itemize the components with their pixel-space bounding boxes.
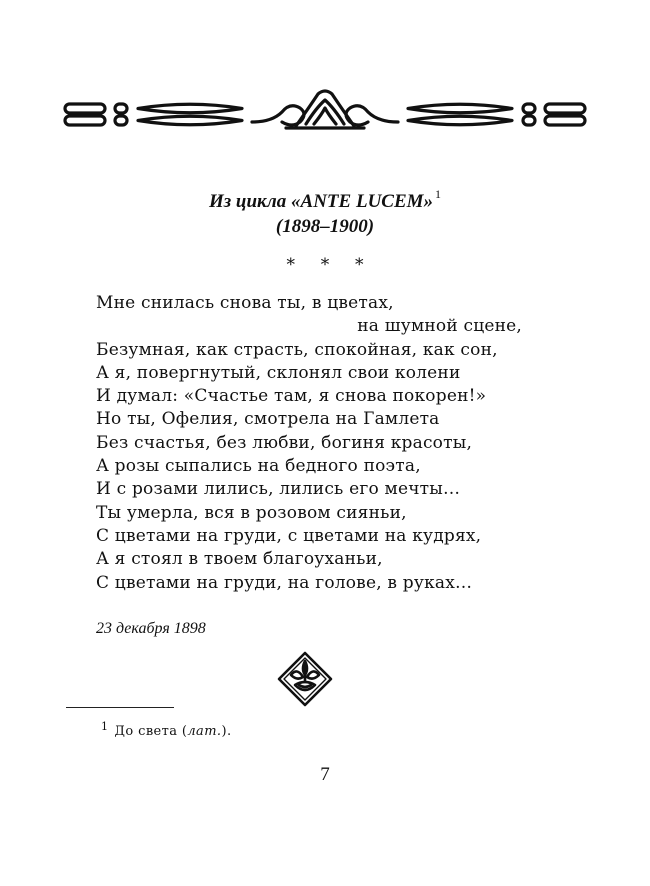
- verse-line: Но ты, Офелия, смотрела на Гамлета: [96, 409, 440, 430]
- cycle-years: (1898–1900): [275, 216, 375, 237]
- footnote-language-abbr: лат.: [187, 724, 222, 739]
- verse-line: И с розами лились, лились его мечты…: [96, 479, 461, 500]
- header-ornament-icon: [60, 86, 590, 134]
- footnote-text: До света (: [114, 724, 188, 739]
- poem-cycle-title: [0, 187, 650, 215]
- verse-line: Мне снилась снова ты, в цветах,: [96, 293, 394, 313]
- footnote-divider: [66, 707, 174, 708]
- verse-line: Безумная, как страсть, спокойная, как сон,: [96, 339, 498, 360]
- verse-line: Ты умерла, вся в розовом сияньи,: [96, 502, 407, 523]
- verse-line: А розы сыпались на бедного поэта,: [96, 456, 421, 477]
- diamond-leaf-ornament-icon: [277, 651, 333, 707]
- cycle-title-text: Из цикла «ANTE LUCEM»: [208, 191, 434, 212]
- verse-line: А я, повергнутый, склонял свои колени: [96, 362, 461, 383]
- verse-line: И думал: «Счастье там, я снова покорен!»: [96, 386, 487, 407]
- verse-line: на шумной сцене,: [357, 316, 522, 337]
- verse-line: А я стоял в твоем благоуханьи,: [96, 549, 383, 570]
- poem-body: [96, 292, 536, 595]
- footnote-text-end: ).: [221, 724, 232, 739]
- verse-line: С цветами на груди, с цветами на кудрях,: [96, 525, 482, 546]
- asterism-separator: * * *: [286, 255, 374, 275]
- footnote-reference-mark: 1: [435, 187, 442, 201]
- verse-line: Без счастья, без любви, богиня красоты,: [96, 432, 473, 453]
- footnote: [101, 720, 232, 739]
- footnote-number: 1: [101, 720, 109, 733]
- verse-line: С цветами на груди, на голове, в руках…: [96, 572, 473, 593]
- poem-date: 23 декабря 1898: [96, 620, 206, 637]
- page-number: 7: [320, 764, 330, 785]
